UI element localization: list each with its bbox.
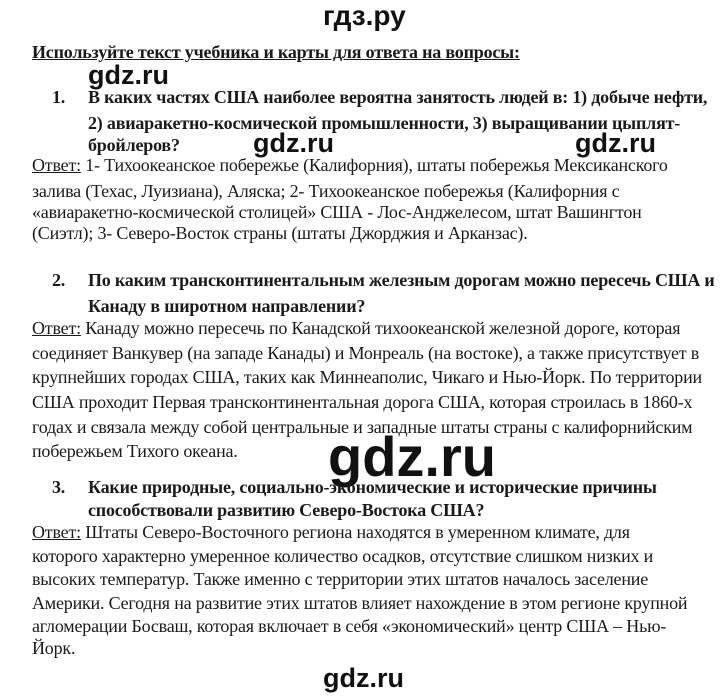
answer-3-line: Америки. Сегодня на развитие этих штатов влияет нахождение в этом регионе крупной	[32, 593, 688, 613]
answer-3-line: Ответ: Штаты Северо-Восточного региона находятся в умеренном климате, для	[32, 522, 630, 542]
answer-3-line: которого характерно умеренное количество осадков, отсутствие слишком низких и	[32, 546, 654, 566]
watermark: gdz.ru	[88, 60, 169, 90]
answer-2-line: годах и связала между собой центральные и западные штаты страны с калифорнийским	[32, 417, 693, 437]
question-2-line: 2. По каким трансконтинентальным железным дорогам можно пересечь США и	[52, 270, 715, 290]
question-3-line: 3. Какие природные, социально-экономические и исторические причины	[52, 477, 657, 497]
watermark: gdz.ru	[253, 128, 334, 158]
question-1-line: 2) авиаракетно-космической промышленности, 3) выращивании цыплят-	[88, 113, 681, 133]
question-3-line: способствовали развитию Северо-Востока США?	[88, 500, 485, 520]
answer-1-line: Ответ: 1- Тихоокеанское побережье (Калифорния), штаты побережья Мексиканского	[32, 155, 668, 175]
answer-2-line: побережьем Тихого океана.	[32, 441, 238, 461]
answer-1-line: залива (Техас, Луизиана), Аляска; 2- Тихоокеанское побережья (Калифорния с	[32, 181, 620, 201]
answer-label: Ответ:	[32, 155, 81, 175]
question-number: 3.	[52, 477, 66, 497]
answer-3-line: высоких температур. Также именно с территории этих штатов началось заселение	[32, 569, 648, 589]
answer-2-line: Ответ: Канаду можно пересечь по Канадской тихоокеанской железной дороге, которая	[32, 318, 681, 338]
answer-1-line: (Сиэтл); 3- Северо-Восток страны (штаты Джорджия и Арканзас).	[32, 223, 528, 243]
question-2-line: Канаду в широтном направлении?	[88, 296, 366, 316]
answer-3-line: Йорк.	[32, 638, 76, 658]
site-title: гдз.ру	[323, 0, 406, 31]
watermark: gdz.ru	[575, 128, 656, 158]
answer-1-line: «авиаракетно-космической столицей» США - Лос-Анджелесом, штат Вашингтон	[32, 202, 642, 222]
answer-label: Ответ:	[32, 318, 81, 338]
watermark-footer: gdz.ru	[323, 663, 404, 693]
answer-2-line: крупнейших городах США, таких как Миннеаполис, Чикаго и Нью-Йорк. По территории	[32, 367, 702, 387]
answer-3-line: агломерации Босваш, которая включает в себя «экономический» центр США – Нью-	[32, 616, 667, 636]
answer-2-line: США проходит Первая трансконтинентальная дорога США, которая строилась в 1860-х	[32, 392, 693, 412]
watermark: gdz.ru	[328, 425, 496, 488]
answer-label: Ответ:	[32, 522, 81, 542]
question-number: 2.	[52, 270, 66, 290]
answer-2-line: соединяет Ванкувер (на западе Канады) и Монреаль (на востоке), а также присутствует в	[32, 343, 700, 363]
question-1-line: бройлеров?	[88, 135, 180, 155]
instruction-heading: Используйте текст учебника и карты для ответа на вопросы:	[32, 42, 520, 62]
question-1-line: 1. В каких частях США наиболее вероятна занятость людей в: 1) добыче нефти,	[52, 87, 708, 107]
question-number: 1.	[52, 87, 66, 107]
